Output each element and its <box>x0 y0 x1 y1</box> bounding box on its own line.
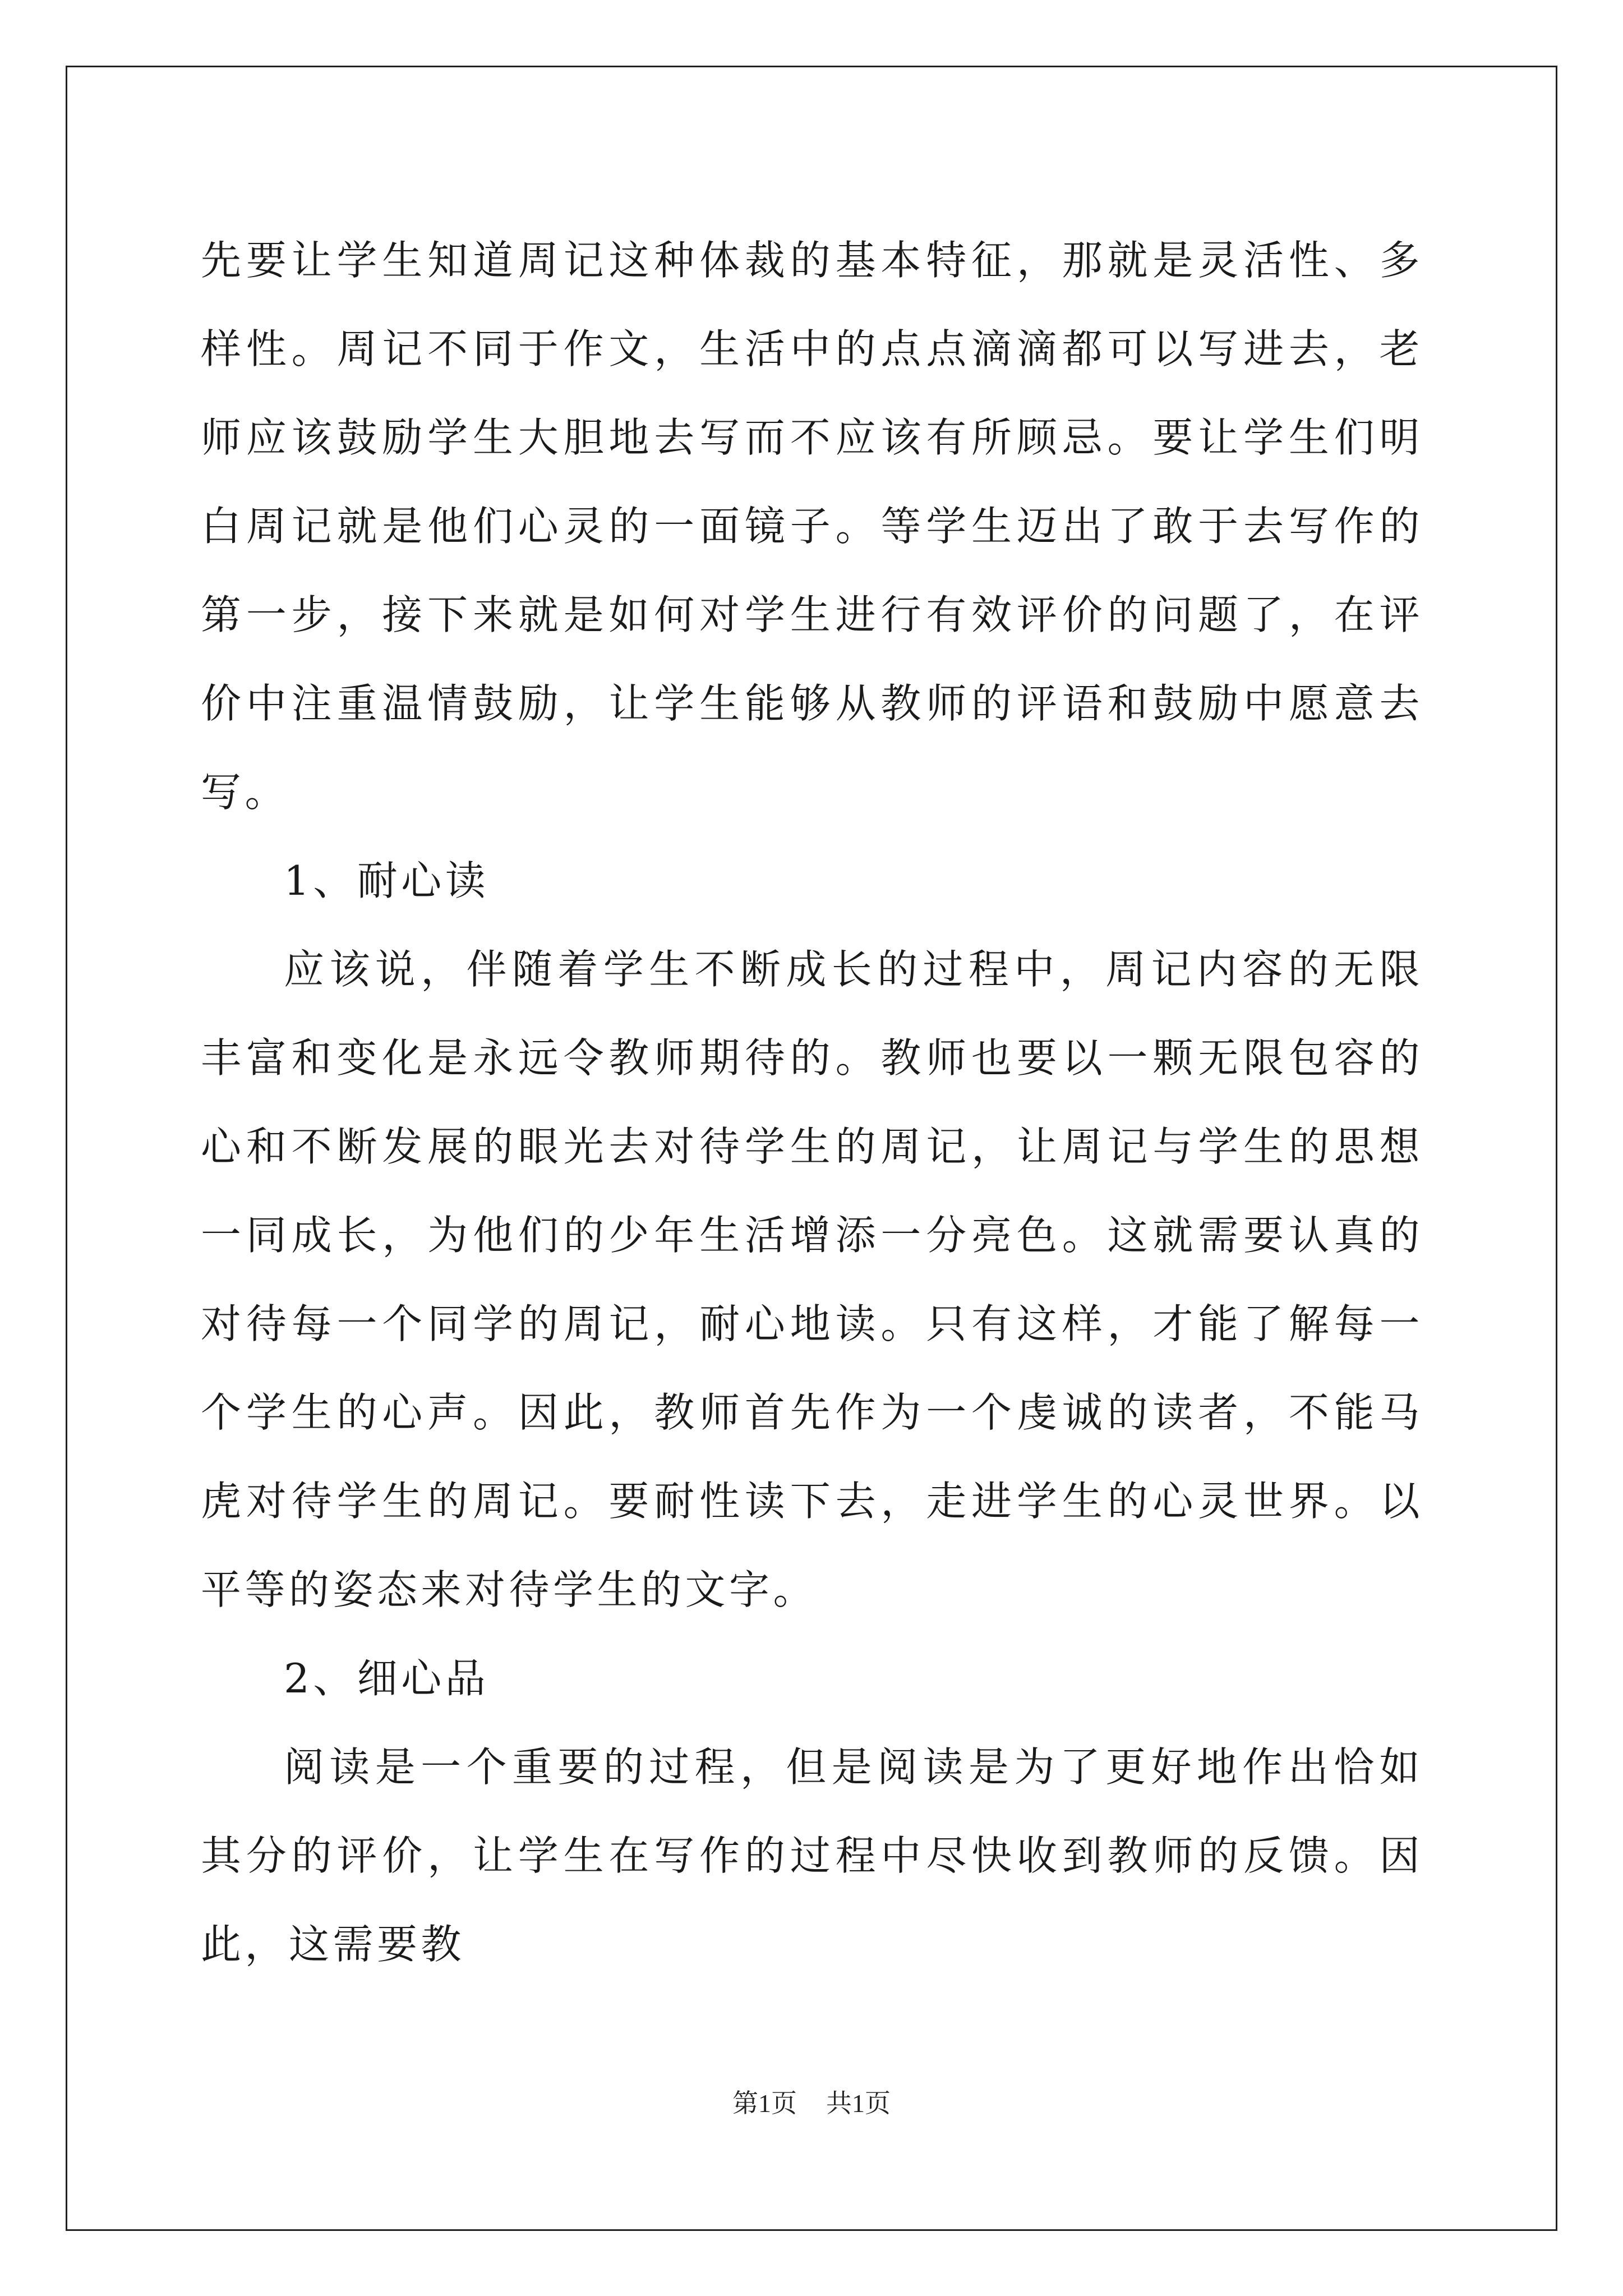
section-heading-patient-reading: 1、耐心读 <box>284 857 490 904</box>
section-heading-careful-savoring: 2、细心品 <box>284 1655 490 1702</box>
paragraph-patient-reading: 应该说，伴随着学生不断成长的过程中，周记内容的无限丰富和变化是永远令教师期待的。教师也要以一颗无限包容的心和不断发展的眼光去对待学生的周记，让周记与学生的思想一同成长，为他们的少年生活增添一分亮色。这就需要认真的对待每一个同学的周记，耐心地读。只有这样，才能了解每一个学生的心声。因此，教师首先作为一个虔诚的读者，不能马虎对待学生的周记。要耐性读下去，走进学生的心灵世界。以平等的姿态来对待学生的文字。 <box>201 946 1423 1613</box>
page-footer <box>0 2087 1623 2120</box>
document-body <box>201 216 1423 1989</box>
page-number: 第1页 <box>732 2089 797 2118</box>
page-total: 共1页 <box>826 2089 891 2118</box>
paragraph-careful-savoring: 阅读是一个重要的过程，但是阅读是为了更好地作出恰如其分的评价，让学生在写作的过程中尽快收到教师的反馈。因此，这需要教 <box>201 1743 1423 1968</box>
paragraph-intro: 先要让学生知道周记这种体裁的基本特征，那就是灵活性、多样性。周记不同于作文，生活中的点点滴滴都可以写进去，老师应该鼓励学生大胆地去写而不应该有所顾忌。要让学生们明白周记就是他们心灵的一面镜子。等学生迈出了敢于去写作的第一步，接下来就是如何对学生进行有效评价的问题了，在评价中注重温情鼓励，让学生能够从教师的评语和鼓励中愿意去写。 <box>201 237 1423 816</box>
